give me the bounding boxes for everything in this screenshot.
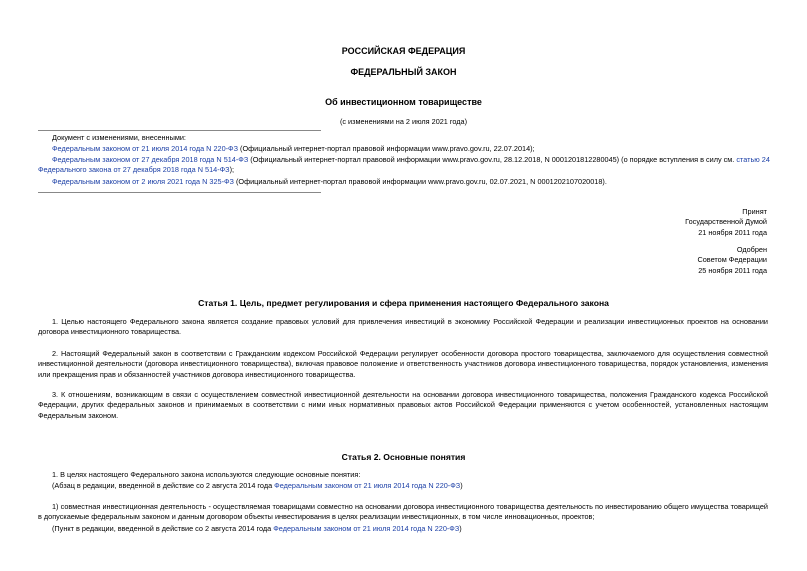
changes-intro: Документ с изменениями, внесенными: [52, 133, 186, 142]
council-line-3: 25 ноября 2011 года [698, 265, 767, 275]
page-subtitle: (с изменениями на 2 июля 2021 года) [339, 117, 468, 126]
note-1-prefix: (Абзац в редакции, введенной в действие со 2 августа 2014 года [52, 481, 275, 490]
article-2-paragraph-2-note [38, 524, 768, 534]
law-link-220fz-note-2[interactable]: Федеральным законом от 21 июля 2014 года N 220-ФЗ [273, 524, 460, 533]
law-link-220fz[interactable]: Федеральным законом от 21 июля 2014 года N 220-ФЗ [52, 144, 239, 153]
article-1-paragraph-2: 2. Настоящий Федеральный закон в соответствии с Гражданским кодексом Российской Федерации регулирует особенности договора простого товарищества, заключаемого для осуществления совместной инвестиционной деятельности (договора инвестиционного товарищества), включая правовое положение и ответственность участников договора инвестиционного товарищества, порядок установления, изменения или прекращения прав и обязанностей участников договора инвестиционного товарищества. [38, 349, 768, 379]
country-title: РОССИЙСКАЯ ФЕДЕРАЦИЯ [341, 46, 466, 56]
law-type-title: ФЕДЕРАЛЬНЫЙ ЗАКОН [350, 67, 457, 77]
divider-bottom [38, 192, 321, 193]
article-1-heading: Статья 1. Цель, предмет регулирования и сфера применения настоящего Федерального закона [198, 298, 609, 308]
law-link-514fz[interactable]: Федеральным законом от 27 декабря 2018 года N 514-ФЗ [52, 155, 249, 164]
duma-adoption [567, 207, 767, 238]
article-2-paragraph-1-note [38, 481, 768, 491]
law-link-514fz-article24[interactable]: статью 24 Федерального закона от 27 декабря 2018 года N 514-ФЗ [38, 155, 770, 175]
duma-line-3: 21 ноября 2011 года [698, 227, 767, 237]
changes-item-2-text: (Официальный интернет-портал правовой информации www.pravo.gov.ru, 28.12.2018, N 0001201812280045) (о порядке вступления в силу см. [248, 155, 737, 164]
duma-line-2: Государственной Думой [685, 217, 767, 227]
article-2-paragraph-1: 1. В целях настоящего Федерального закона используются следующие основные понятия: [52, 470, 361, 479]
changes-item-2 [38, 155, 770, 176]
divider-top [38, 130, 321, 131]
law-link-220fz-note-1[interactable]: Федеральным законом от 21 июля 2014 года N 220-ФЗ [274, 481, 461, 490]
changes-item-1 [52, 144, 772, 154]
federation-council-approval [567, 245, 767, 276]
council-line-2: Советом Федерации [697, 255, 767, 265]
article-2-heading: Статья 2. Основные понятия [341, 452, 466, 462]
article-1-paragraph-1: 1. Целью настоящего Федерального закона является создание правовых условий для привлечения инвестиций в экономику Российской Федерации и реализации инвестиционных проектов на основании договора инвестиционного товарищества. [38, 317, 768, 337]
article-2-paragraph-2: 1) совместная инвестиционная деятельность - осуществляемая товарищами совместно на основании договора инвестиционного товарищества деятельность по инвестированию общего имущества товарищей в допускаемые федеральным законом и данным договором объекты инвестирования в целях реализации инвестиционных, в том числе инновационных, проектов; [38, 502, 768, 522]
council-line-1: Одобрен [736, 245, 767, 254]
note-2-suffix: ) [459, 524, 462, 533]
changes-item-2-end: ); [229, 165, 235, 175]
note-2-prefix: (Пункт в редакции, введенной в действие со 2 августа 2014 года [52, 524, 274, 533]
changes-item-1-text: (Официальный интернет-портал правовой информации www.pravo.gov.ru, 22.07.2014); [238, 144, 535, 153]
article-1-paragraph-3: 3. К отношениям, возникающим в связи с осуществлением совместной инвестиционной деятельности на основании договора инвестиционного товарищества, положения Гражданского кодекса Российской Федерации, других федеральных законов и принимаемых в соответствии с ними иных нормативных правовых актов Российской Федерации применяются с учетом особенностей, установленных настоящим Федеральным законом. [38, 390, 768, 420]
changes-item-3 [52, 177, 772, 187]
note-1-suffix: ) [460, 481, 463, 490]
page-title: Об инвестиционном товариществе [325, 97, 482, 107]
changes-item-3-text: (Официальный интернет-портал правовой информации www.pravo.gov.ru, 02.07.2021, N 0001202107020018). [233, 177, 607, 186]
duma-line-1: Принят [742, 207, 767, 216]
law-link-325fz[interactable]: Федеральным законом от 2 июля 2021 года N 325-ФЗ [52, 177, 234, 186]
